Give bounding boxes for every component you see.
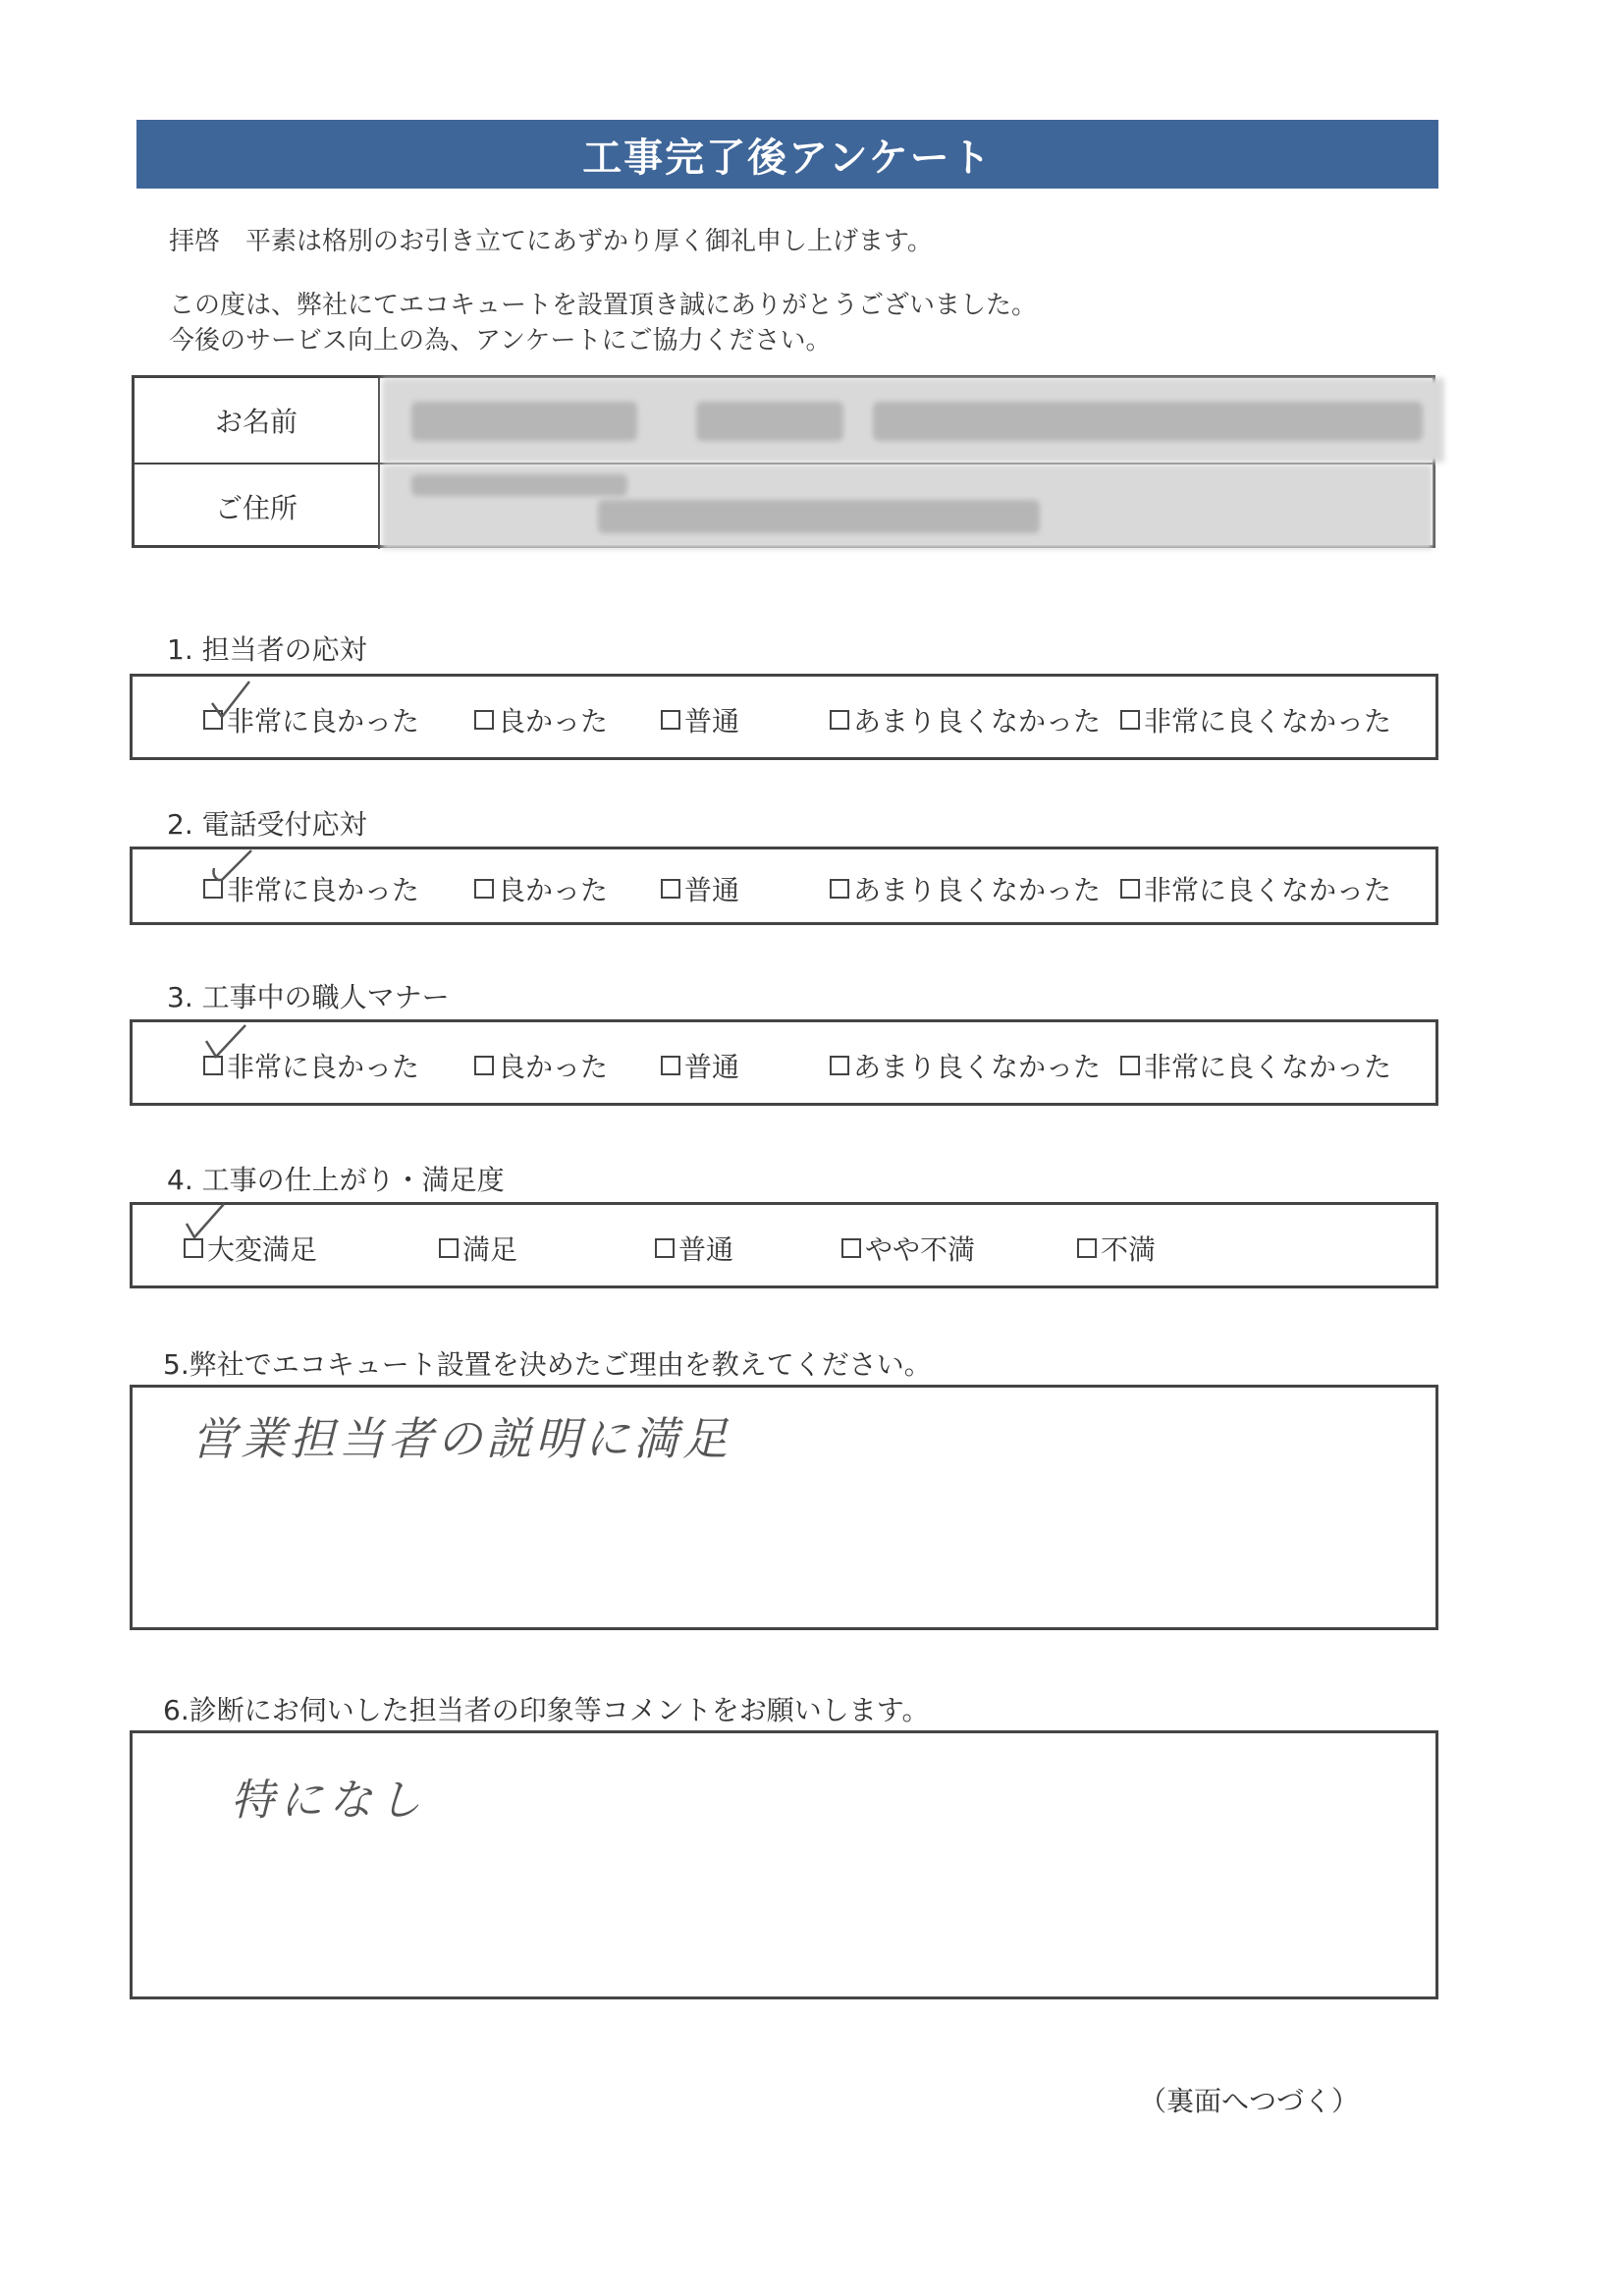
q3-label: 3. 工事中の職人マナー (167, 981, 450, 1013)
q1-option-2[interactable]: 良かった (474, 700, 608, 739)
greeting-text: 拝啓 平素は格別のお引き立てにあずかり厚く御礼申し上げます。 (169, 227, 933, 256)
checkbox[interactable] (1120, 1056, 1140, 1075)
checkbox[interactable] (661, 879, 680, 899)
name-label: お名前 (135, 378, 380, 463)
checkmark-icon (183, 1200, 228, 1243)
checkbox[interactable] (474, 710, 494, 730)
continued-note: （裏面へつづく） (1139, 2085, 1360, 2117)
q2-option-1[interactable]: 非常に良かった (203, 869, 419, 908)
name-redacted (382, 378, 1444, 463)
q2-option-5[interactable]: 非常に良くなかった (1120, 869, 1391, 908)
q3-option-2[interactable]: 良かった (474, 1046, 608, 1085)
q5-answer-box[interactable] (130, 1385, 1438, 1630)
q5-label: 5.弊社でエコキュート設置を決めたご理由を教えてください。 (163, 1348, 932, 1381)
checkbox[interactable] (830, 710, 849, 730)
request-text: 今後のサービス向上の為、アンケートにご協力ください。 (169, 326, 832, 355)
q3-option-3[interactable]: 普通 (661, 1046, 739, 1085)
checkbox[interactable] (661, 1056, 680, 1075)
q4-option-5[interactable]: 不満 (1077, 1229, 1156, 1268)
q4-label: 4. 工事の仕上がり・満足度 (167, 1164, 505, 1196)
q4-option-3[interactable]: 普通 (655, 1229, 733, 1268)
page-title: 工事完了後アンケート (582, 135, 993, 181)
q4-option-2[interactable]: 満足 (439, 1229, 517, 1268)
checkbox[interactable] (830, 879, 849, 899)
q4-option-4[interactable]: やや不満 (841, 1229, 975, 1268)
q5-handwritten-answer: 営業担当者の説明に満足 (191, 1412, 731, 1465)
q4-option-1[interactable]: 大変満足 (184, 1229, 317, 1268)
q2-option-4[interactable]: あまり良くなかった (830, 869, 1101, 908)
checkbox[interactable] (841, 1238, 861, 1258)
checkmark-icon (202, 1021, 247, 1065)
address-row (135, 465, 1433, 549)
q2-option-2[interactable]: 良かった (474, 869, 608, 908)
q2-option-3[interactable]: 普通 (661, 869, 739, 908)
address-label: ご住所 (135, 465, 380, 549)
checkbox[interactable] (474, 1056, 494, 1075)
q6-answer-box[interactable] (130, 1730, 1438, 1999)
checkbox[interactable] (830, 1056, 849, 1075)
q3-option-5[interactable]: 非常に良くなかった (1120, 1046, 1391, 1085)
checkbox[interactable] (1120, 879, 1140, 899)
title-banner (136, 120, 1438, 189)
checkmark-icon (208, 847, 253, 890)
checkbox[interactable] (661, 710, 680, 730)
thanks-text: この度は、弊社にてエコキュートを設置頂き誠にありがとうございました。 (169, 291, 1038, 320)
customer-info-table (132, 375, 1435, 548)
q3-options-box (130, 1019, 1438, 1106)
q3-option-4[interactable]: あまり良くなかった (830, 1046, 1101, 1085)
q2-options-box (130, 847, 1438, 925)
checkmark-icon (208, 678, 253, 721)
q6-label: 6.診断にお伺いした担当者の印象等コメントをお願いします。 (163, 1694, 930, 1726)
checkbox[interactable] (655, 1238, 675, 1258)
q1-label: 1. 担当者の応対 (167, 633, 367, 666)
q6-handwritten-answer: 特になし (231, 1776, 427, 1826)
q3-option-1[interactable]: 非常に良かった (203, 1046, 419, 1085)
q1-option-3[interactable]: 普通 (661, 700, 739, 739)
checkbox[interactable] (1120, 710, 1140, 730)
checkbox[interactable] (1077, 1238, 1097, 1258)
address-redacted (382, 465, 1433, 549)
name-row (135, 378, 1433, 465)
q1-option-5[interactable]: 非常に良くなかった (1120, 700, 1391, 739)
q1-options-box (130, 674, 1438, 760)
checkbox[interactable] (474, 879, 494, 899)
q4-options-box (130, 1202, 1438, 1288)
checkbox[interactable] (439, 1238, 459, 1258)
q1-option-4[interactable]: あまり良くなかった (830, 700, 1101, 739)
q1-option-1[interactable]: 非常に良かった (203, 700, 419, 739)
q2-label: 2. 電話受付応対 (167, 808, 367, 841)
